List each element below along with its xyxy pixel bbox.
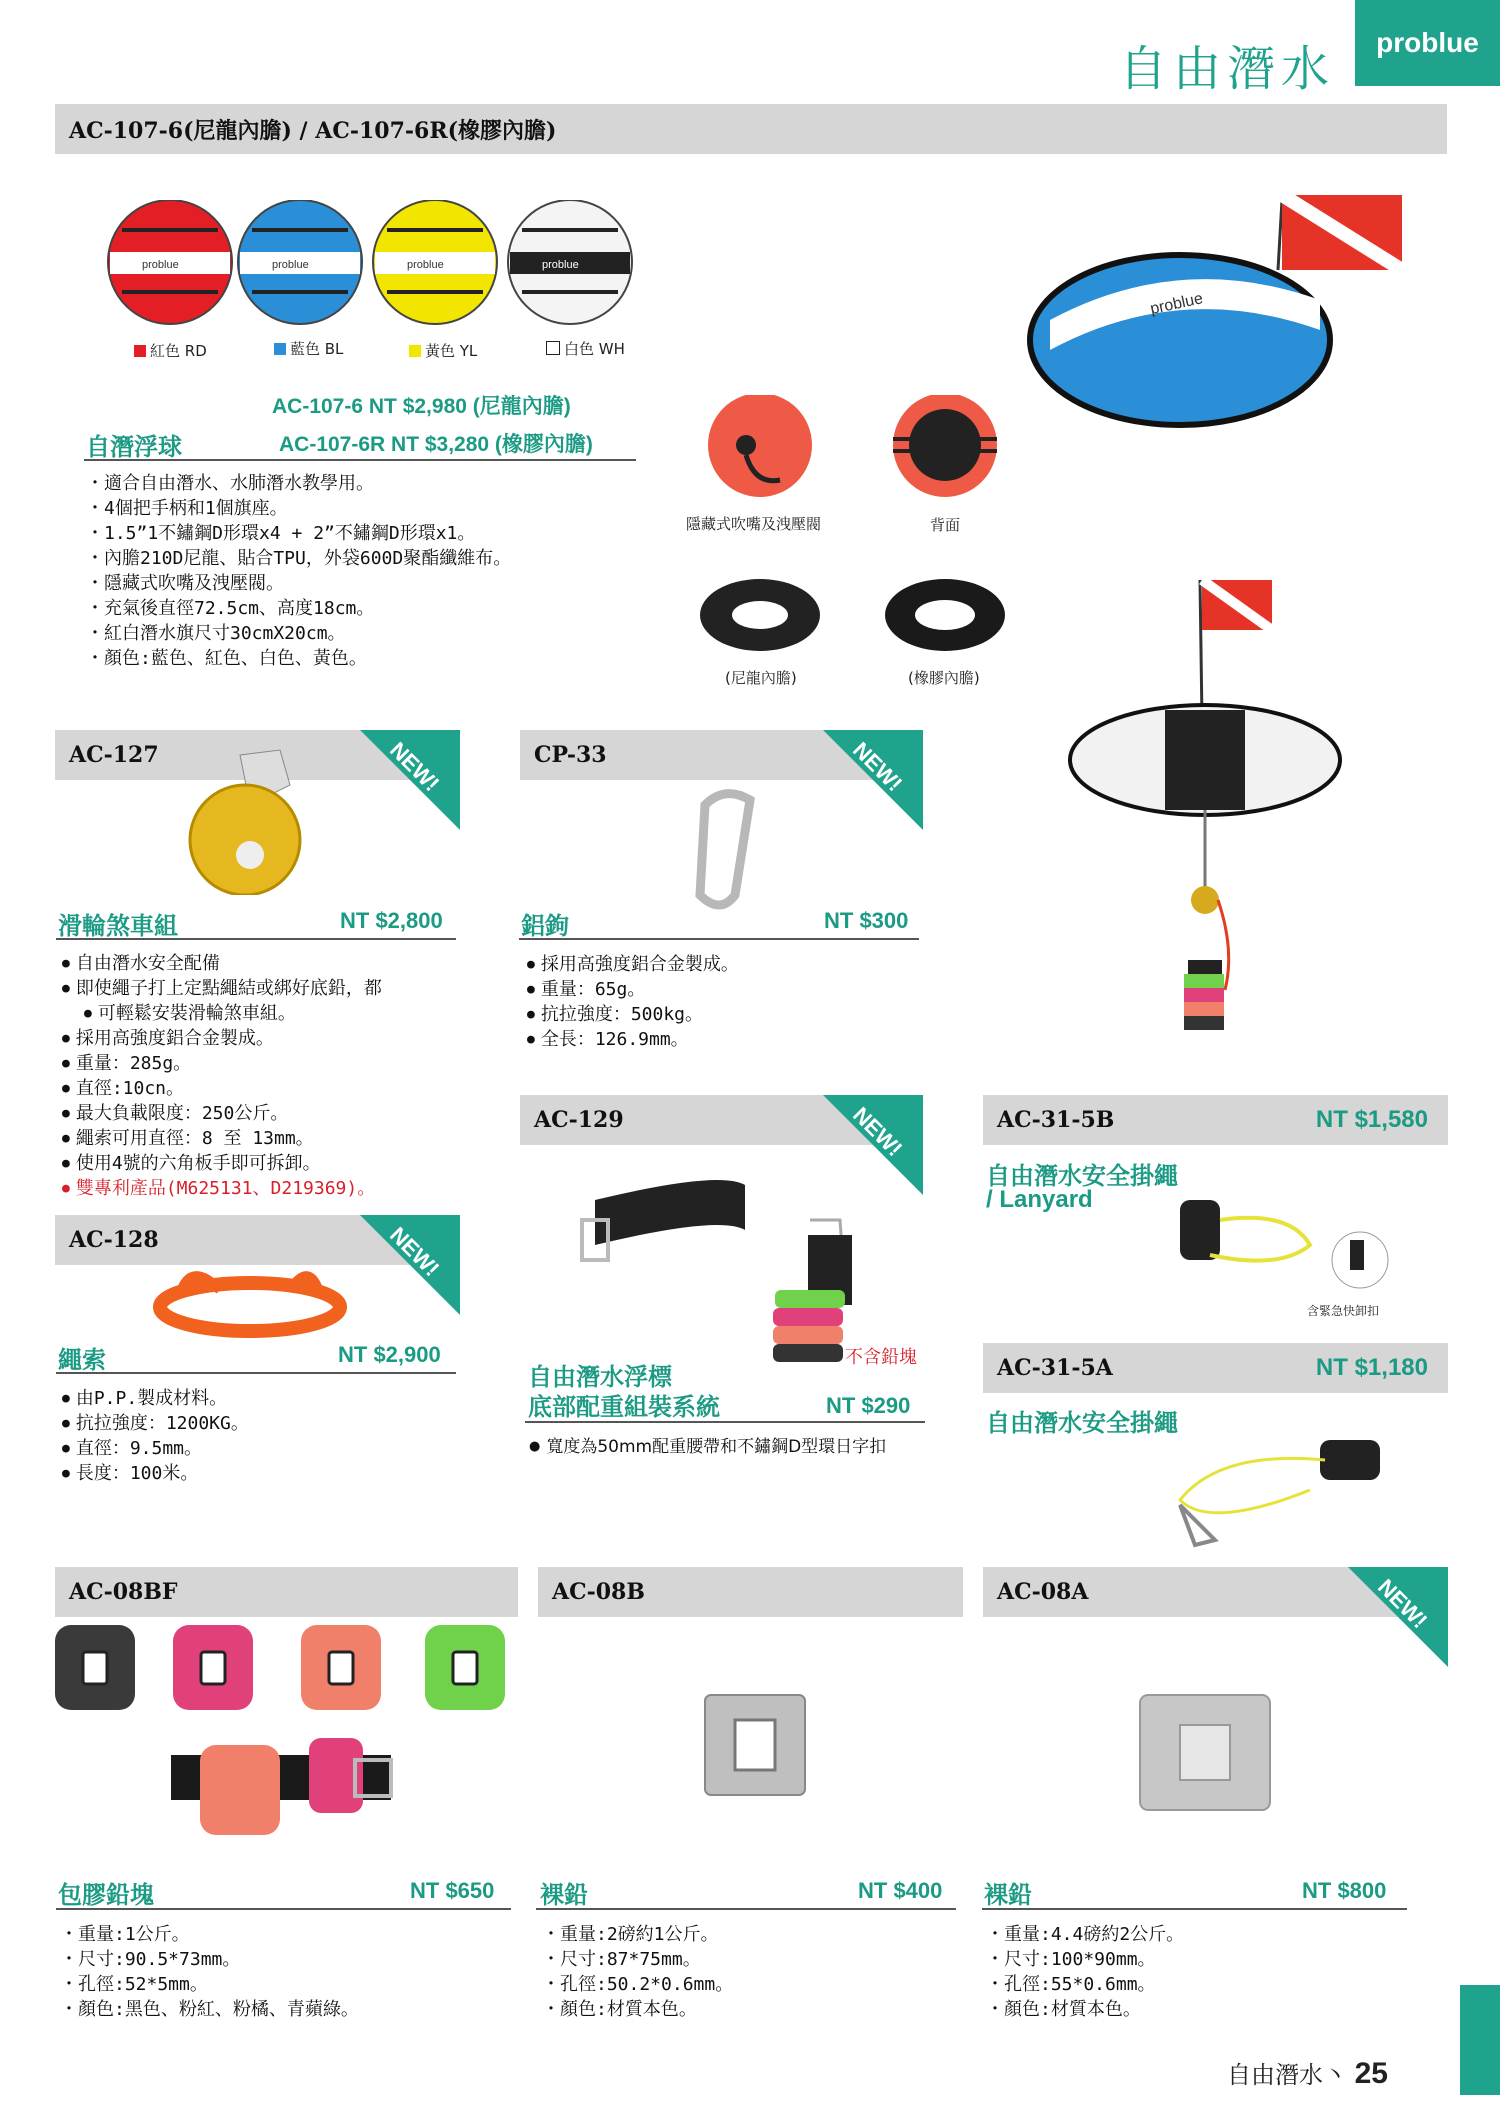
weight-orange — [301, 1625, 381, 1710]
spec-item: ・ 適合自由潛水、水肺潛水教學用。 — [86, 471, 511, 496]
no-weight-note: 不含鉛塊 — [845, 1347, 917, 1368]
caption-rubber-tube: (橡膠內膽) — [908, 669, 980, 687]
spec-item: ・ 重量:4.4磅約2公斤。 — [986, 1922, 1184, 1947]
product-bar-ac315b — [983, 1095, 1448, 1145]
product-bar-ac08b: AC-08B — [538, 1567, 963, 1617]
spec-item: ・ 重量:2磅約1公斤。 — [542, 1922, 733, 1947]
spec-item: ● 寬度為50mm配重腰帶和不鏽鋼D型環日字扣 — [529, 1434, 886, 1460]
lanyard-a-image — [1160, 1430, 1400, 1560]
ac129-spec-list — [529, 1434, 886, 1460]
ac08a-price: NT $800 — [1302, 1878, 1387, 1903]
product-bar-ac315a — [983, 1343, 1448, 1393]
white-buoy-rig-image — [1060, 570, 1360, 1060]
ac315b-name-line1: 自由潛水安全掛繩 — [986, 1162, 1178, 1190]
buoy-price-rubber: AC-107-6R NT $3,280 (橡膠內膽) — [279, 433, 593, 456]
ac128-product-name: 繩索 — [58, 1346, 106, 1374]
buoy-logo-text: problue — [1148, 290, 1205, 318]
spec-item: ・ 4個把手柄和1個旗座。 — [86, 496, 511, 521]
buoy-yellow — [373, 200, 497, 324]
spec-item: ・ 顏色:黑色、粉紅、粉橘、青蘋綠。 — [60, 1997, 359, 2022]
caption-back: 背面 — [930, 516, 961, 534]
divider — [519, 938, 919, 940]
new-badge-text: NEW! — [385, 1222, 445, 1282]
cp33-spec-list — [527, 952, 739, 1052]
nylon-inner-tube — [700, 579, 820, 651]
ac315a-code: AC-31-5A — [997, 1355, 1113, 1381]
pulley-brake-image — [180, 745, 330, 895]
spec-item: ● 繩索可用直徑：8 至 13mm。 — [62, 1126, 382, 1151]
spec-item: ・ 尺寸:100*90mm。 — [986, 1947, 1184, 1972]
bottom-weight-system-image — [580, 1160, 890, 1370]
ac08bf-price: NT $650 — [410, 1878, 495, 1903]
product-bar-ac128: AC-128 — [55, 1215, 460, 1265]
spec-item: ・ 顏色:藍色、紅色、白色、黃色。 — [86, 646, 511, 671]
quick-release-caption: 含緊急快卸扣 — [1307, 1304, 1380, 1318]
spec-item: ・ 1.5”1不鏽鋼D形環x4 + 2”不鏽鋼D形環x1。 — [86, 521, 511, 546]
color-label-white: 白色 WH — [546, 338, 625, 359]
spec-item: ● 長度：100米。 — [62, 1461, 249, 1486]
blue-buoy-with-flag-image — [1020, 190, 1420, 450]
spec-item: ● 抗拉強度：1200KG。 — [62, 1411, 249, 1436]
spec-item: ・ 充氣後直徑72.5cm、高度18cm。 — [86, 596, 511, 621]
bare-lead-large-image — [1135, 1690, 1275, 1820]
caption-valve: 隱藏式吹嘴及洩壓閥 — [686, 515, 822, 533]
buoy-color-variants-image — [100, 200, 640, 335]
ac08a-product-name: 裸鉛 — [984, 1881, 1032, 1909]
carabiner-image — [665, 785, 785, 920]
spec-item: ・ 孔徑:55*0.6mm。 — [986, 1972, 1184, 1997]
spec-item: ● 即使繩子打上定點繩結或綁好底鉛，都 — [62, 976, 382, 1001]
new-badge-text: NEW! — [385, 737, 445, 797]
spec-item: ・ 尺寸:87*75mm。 — [542, 1947, 733, 1972]
spec-item: ● 直徑：9.5mm。 — [62, 1436, 249, 1461]
divider — [84, 459, 636, 461]
ac128-price: NT $2,900 — [338, 1342, 441, 1367]
weight-pink — [173, 1625, 253, 1710]
color-label-blue: 藍色 BL — [274, 338, 343, 359]
patent-item: ● 雙專利產品(M625131、D219369)。 — [62, 1176, 382, 1201]
caption-nylon-tube: (尼龍內膽) — [725, 669, 797, 687]
buoy-white — [508, 200, 632, 324]
divider — [56, 1908, 511, 1910]
buoy-product-name: 自潛浮球 — [86, 433, 182, 461]
spec-item: ● 採用高強度鋁合金製成。 — [527, 952, 739, 977]
new-badge-text: NEW! — [1373, 1574, 1433, 1634]
weight-green — [425, 1625, 505, 1710]
cp33-product-name: 鋁鉤 — [521, 912, 569, 940]
spec-item: ● 由P.P.製成材料。 — [62, 1386, 249, 1411]
inner-tube-images — [690, 575, 1010, 665]
spec-item: ・ 隱藏式吹嘴及洩壓閥。 — [86, 571, 511, 596]
ac315a-product-name: 自由潛水安全掛繩 — [986, 1409, 1178, 1437]
spec-item: ● 最大負載限度：250公斤。 — [62, 1101, 382, 1126]
buoy-spec-list — [86, 471, 511, 671]
new-badge-text: NEW! — [848, 737, 908, 797]
ac08a-spec-list — [986, 1922, 1184, 2022]
spec-item: ● 採用高強度鋁合金製成。 — [62, 1026, 382, 1051]
back-detail — [893, 395, 997, 497]
ac127-spec-list — [62, 951, 382, 1201]
bare-lead-small-image — [700, 1690, 810, 1800]
spec-item: ・ 尺寸:90.5*73mm。 — [60, 1947, 359, 1972]
cp33-price: NT $300 — [824, 908, 909, 933]
ac315a-price: NT $1,180 — [1315, 1354, 1428, 1381]
ac127-product-name: 滑輪煞車組 — [58, 912, 178, 940]
ac129-name-line1: 自由潛水浮標 — [528, 1363, 672, 1391]
divider — [982, 1908, 1407, 1910]
product-bar-ac107: AC-107-6(尼龍內膽) / AC-107-6R(橡膠內膽) — [55, 104, 1447, 154]
color-label-red: 紅色 RD — [134, 340, 207, 361]
divider — [56, 938, 456, 940]
color-label-yellow: 黃色 YL — [409, 340, 477, 361]
coated-weights-image — [55, 1620, 515, 1870]
spec-item: ・ 內膽210D尼龍、貼合TPU，外袋600D聚酯纖維布。 — [86, 546, 511, 571]
buoy-red — [108, 200, 232, 324]
brand-logo: problue — [1355, 0, 1500, 86]
spec-item: ● 重量：65g。 — [527, 977, 739, 1002]
ac08bf-spec-list — [60, 1922, 359, 2022]
valve-detail — [708, 395, 812, 497]
weight-black — [55, 1625, 135, 1710]
spec-item: ・ 孔徑:52*5mm。 — [60, 1972, 359, 1997]
ac315b-price: NT $1,580 — [1315, 1106, 1428, 1133]
spec-item: ● 自由潛水安全配備 — [62, 951, 382, 976]
spec-item: ● 全長：126.9mm。 — [527, 1027, 739, 1052]
product-bar-cp33: CP-33 — [520, 730, 923, 780]
ac315b-code: AC-31-5B — [997, 1107, 1115, 1133]
divider — [536, 1908, 956, 1910]
ac08b-price: NT $400 — [858, 1878, 943, 1903]
spec-item: ・ 紅白潛水旗尺寸30cmX20cm。 — [86, 621, 511, 646]
ac128-spec-list — [62, 1386, 249, 1486]
page-section-title: 自由潛水 — [1118, 41, 1335, 97]
spec-item: ● 可輕鬆安裝滑輪煞車組。 — [62, 1001, 382, 1026]
footer-label: 自由潛水丶 — [1226, 2061, 1347, 2089]
spec-item: ・ 顏色:材質本色。 — [986, 1997, 1184, 2022]
buoy-detail-images — [700, 395, 1020, 515]
rope-image — [150, 1255, 350, 1340]
ac315b-name-line2: / Lanyard — [986, 1186, 1093, 1213]
ac08b-spec-list — [542, 1922, 733, 2022]
page-edge-tab — [1460, 1985, 1500, 2095]
product-bar-ac129: AC-129 — [520, 1095, 923, 1145]
spec-item: ・ 顏色:材質本色。 — [542, 1997, 733, 2022]
spec-item: ・ 重量:1公斤。 — [60, 1922, 359, 1947]
ac08bf-product-name: 包膠鉛塊 — [58, 1881, 154, 1909]
buoy-price-nylon: AC-107-6 NT $2,980 (尼龍內膽) — [272, 395, 571, 418]
product-bar-ac08a: AC-08A — [983, 1567, 1448, 1617]
divider — [56, 1372, 456, 1374]
spec-item: ● 抗拉強度：500kg。 — [527, 1002, 739, 1027]
footer-section-label — [1227, 2055, 1388, 2091]
spec-item: ・ 孔徑:50.2*0.6mm。 — [542, 1972, 733, 1997]
spec-item: ● 使用4號的六角板手即可拆卸。 — [62, 1151, 382, 1176]
rubber-inner-tube — [885, 579, 1005, 651]
spec-item: ● 直徑:10cn。 — [62, 1076, 382, 1101]
buoy-logo-text: problue — [142, 259, 179, 271]
buoy-logo-text: problue — [542, 259, 579, 271]
divider — [525, 1421, 925, 1423]
ac129-name-line2: 底部配重組裝系統 — [528, 1393, 720, 1421]
product-bar-ac127: AC-127 — [55, 730, 460, 780]
ac08b-product-name: 裸鉛 — [540, 1881, 588, 1909]
buoy-logo-text: problue — [407, 259, 444, 271]
spec-item: ● 重量：285g。 — [62, 1051, 382, 1076]
page-number: 25 — [1354, 2057, 1388, 2090]
ac129-price: NT $290 — [826, 1393, 911, 1418]
new-badge-text: NEW! — [848, 1102, 908, 1162]
lanyard-b-image — [1170, 1170, 1390, 1300]
buoy-logo-text: problue — [272, 259, 309, 271]
product-bar-ac08bf: AC-08BF — [55, 1567, 518, 1617]
ac127-price: NT $2,800 — [340, 908, 443, 933]
buoy-blue — [238, 200, 362, 324]
